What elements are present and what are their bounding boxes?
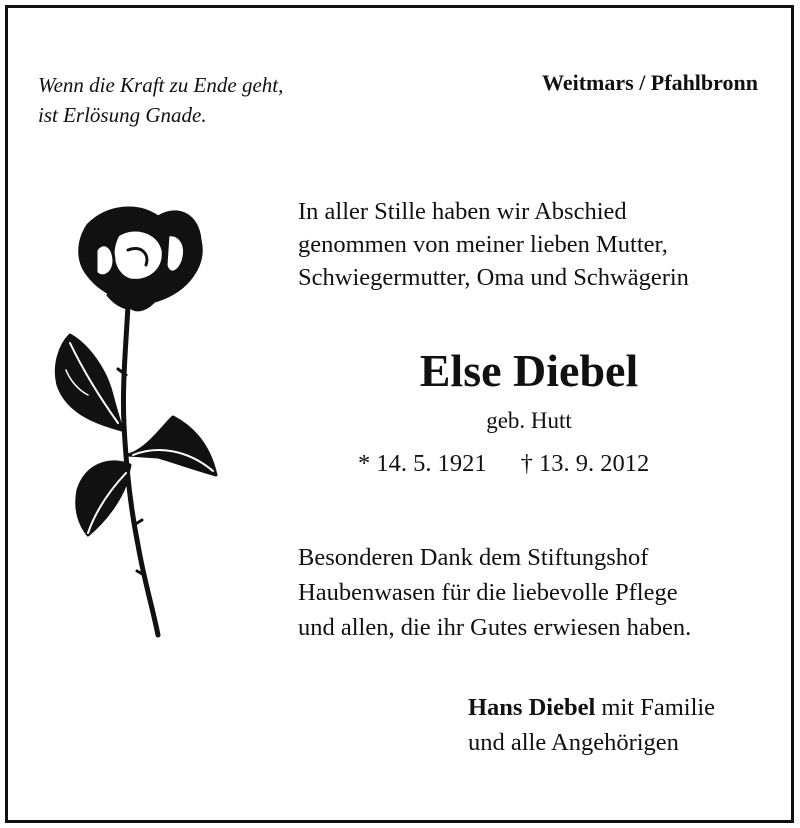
intro-text xyxy=(298,195,689,294)
intro-line: Schwiegermutter, Oma und Schwägerin xyxy=(298,264,689,291)
birth-date: * 14. 5. 1921 xyxy=(358,450,487,477)
motto-line: Wenn die Kraft zu Ende geht, xyxy=(38,73,284,97)
signature-line: und alle Angehörigen xyxy=(468,729,679,756)
place-heading: Weitmars / Pfahlbronn xyxy=(542,70,758,95)
death-date: † 13. 9. 2012 xyxy=(520,450,650,477)
thanks-line: und allen, die ihr Gutes erwiesen haben. xyxy=(298,614,692,641)
rose-icon xyxy=(48,195,228,645)
intro-line: genommen von meiner lieben Mutter, xyxy=(298,231,668,258)
intro-line: In aller Stille haben wir Abschied xyxy=(298,198,627,225)
motto xyxy=(38,70,283,130)
signature-name: Hans Diebel xyxy=(468,694,596,721)
born-name: geb. Hutt xyxy=(486,408,572,433)
signature-suffix: mit Familie xyxy=(601,694,716,721)
signature xyxy=(468,690,715,760)
signature-line xyxy=(468,690,715,725)
deceased-name: Else Diebel xyxy=(419,345,639,396)
thanks-line: Haubenwasen für die liebevolle Pflege xyxy=(298,579,678,606)
thanks-line: Besonderen Dank dem Stiftungshof xyxy=(298,544,649,571)
motto-line: ist Erlösung Gnade. xyxy=(38,103,207,127)
life-dates xyxy=(358,450,649,478)
thanks-text xyxy=(298,540,691,645)
